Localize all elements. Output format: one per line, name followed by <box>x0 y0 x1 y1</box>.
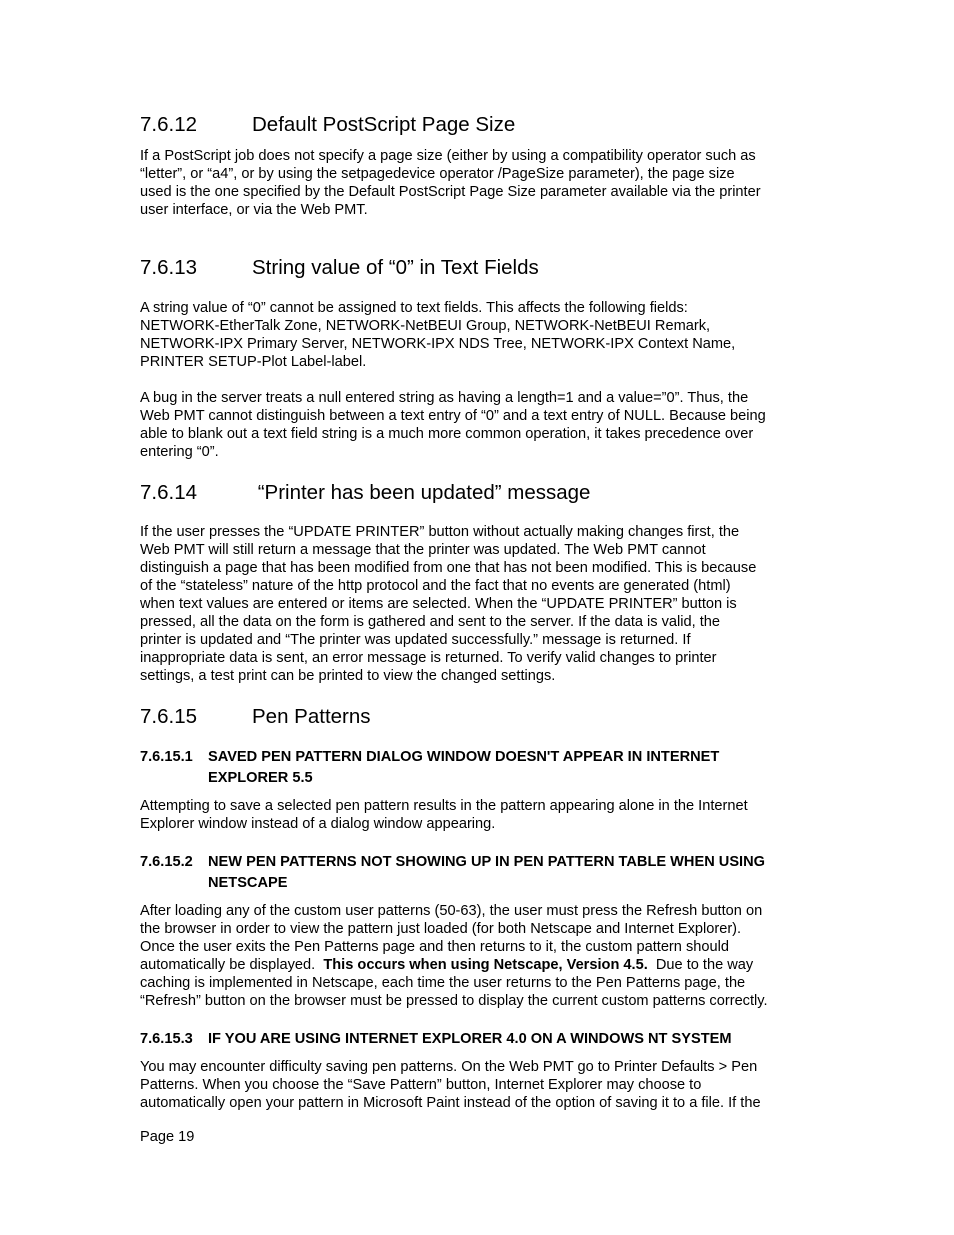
heading-number: 7.6.12 <box>140 113 197 136</box>
paragraph-default-page-size <box>140 147 820 219</box>
subheading-title: NEW PEN PATTERNS NOT SHOWING UP IN PEN PATTERN TABLE WHEN USING <box>208 854 766 870</box>
text-line: caching is implemented in Netscape, each time the user returns to the Pen Patterns page, the <box>140 975 746 991</box>
subheading-7-6-15-1 <box>140 747 830 789</box>
text-line: inappropriate data is sent, an error message is returned. To verify valid changes to printer <box>140 650 717 666</box>
text-line: “Refresh” button on the browser must be pressed to display the current custom patterns correctly. <box>140 993 768 1009</box>
page-number: Page 19 <box>140 1129 195 1145</box>
text-line: the browser in order to view the pattern just loaded (for both Netscape and Internet Explorer). <box>140 921 742 937</box>
subheading-number: 7.6.15.1 <box>140 749 193 765</box>
text-line: You may encounter difficulty saving pen patterns. On the Web PMT go to Printer Defaults > Pen <box>140 1059 758 1075</box>
text-line: Once the user exits the Pen Patterns page and then returns to it, the custom pattern should <box>140 939 729 955</box>
heading-7-6-14 <box>140 481 590 505</box>
text-line: PRINTER SETUP-Plot Label-label. <box>140 354 367 370</box>
text-run: Due to the way <box>647 957 754 973</box>
subheading-7-6-15-3 <box>140 1029 830 1050</box>
text-line: Patterns. When you choose the “Save Pattern” button, Internet Explorer may choose to <box>140 1077 702 1093</box>
heading-title: Default PostScript Page Size <box>252 113 516 136</box>
subheading-title-continued: NETSCAPE <box>208 875 288 891</box>
heading-7-6-15 <box>140 705 371 729</box>
text-line: After loading any of the custom user patterns (50-63), the user must press the Refresh button on <box>140 903 763 919</box>
text-line: A bug in the server treats a null entered string as having a length=1 and a value=”0”. Thus, the <box>140 390 749 406</box>
text-line: Explorer window instead of a dialog window appearing. <box>140 816 496 832</box>
text-line: settings, a test print can be printed to view the changed settings. <box>140 668 556 684</box>
heading-title: Pen Patterns <box>252 705 371 728</box>
text-line-mixed <box>140 956 820 974</box>
subheading-title-continued: EXPLORER 5.5 <box>208 770 313 786</box>
text-line: A string value of “0” cannot be assigned to text fields. This affects the following fields: <box>140 300 688 316</box>
text-line: Attempting to save a selected pen pattern results in the pattern appearing alone in the Internet <box>140 798 748 814</box>
text-line: NETWORK-IPX Primary Server, NETWORK-IPX NDS Tree, NETWORK-IPX Context Name, <box>140 336 736 352</box>
subheading-title: IF YOU ARE USING INTERNET EXPLORER 4.0 ON A WINDOWS NT SYSTEM <box>208 1031 732 1047</box>
paragraph-string-zero-fields <box>140 299 820 371</box>
text-run: automatically be displayed. <box>140 957 324 973</box>
heading-title: String value of “0” in Text Fields <box>252 256 539 279</box>
text-line: NETWORK-EtherTalk Zone, NETWORK-NetBEUI Group, NETWORK-NetBEUI Remark, <box>140 318 711 334</box>
text-line: Web PMT will still return a message that the printer was updated. The Web PMT cannot <box>140 542 706 558</box>
text-line: If the user presses the “UPDATE PRINTER” button without actually making changes first, the <box>140 524 740 540</box>
heading-7-6-13 <box>140 256 539 280</box>
paragraph-string-zero-bug <box>140 389 820 461</box>
text-line: Web PMT cannot distinguish between a text entry of “0” and a text entry of NULL. Because being <box>140 408 766 424</box>
text-line: automatically open your pattern in Microsoft Paint instead of the option of saving it to a file. If the <box>140 1095 761 1111</box>
heading-number: 7.6.13 <box>140 256 197 279</box>
text-line: of the “stateless” nature of the http protocol and the fact that no events are generated (html) <box>140 578 731 594</box>
text-line: pressed, all the data on the form is gathered and sent to the server. If the data is valid, the <box>140 614 721 630</box>
subheading-title: SAVED PEN PATTERN DIALOG WINDOW DOESN'T APPEAR IN INTERNET <box>208 749 720 765</box>
heading-7-6-12 <box>140 113 515 137</box>
heading-number: 7.6.15 <box>140 705 197 728</box>
text-line: “letter”, or “a4”, or by using the setpagedevice operator /PageSize parameter), the page size <box>140 166 735 182</box>
subheading-7-6-15-2 <box>140 852 830 894</box>
text-line: used is the one specified by the Default PostScript Page Size parameter available via the printer <box>140 184 761 200</box>
text-line: printer is updated and “The printer was updated successfully.” message is returned. If <box>140 632 691 648</box>
text-line: entering “0”. <box>140 444 219 460</box>
subheading-number: 7.6.15.3 <box>140 1031 193 1047</box>
text-line: distinguish a page that has been modified from one that has not been modified. This is because <box>140 560 757 576</box>
paragraph-saved-pen-pattern <box>140 797 820 833</box>
paragraph-new-pen-patterns <box>140 902 820 1010</box>
heading-title: “Printer has been updated” message <box>252 481 591 504</box>
subheading-number: 7.6.15.2 <box>140 854 193 870</box>
text-line: user interface, or via the Web PMT. <box>140 202 368 218</box>
text-line: when text values are entered or items are selected. When the “UPDATE PRINTER” button is <box>140 596 737 612</box>
paragraph-printer-updated <box>140 523 820 685</box>
heading-number: 7.6.14 <box>140 481 197 504</box>
text-line: able to blank out a text field string is a much more common operation, it takes precedence over <box>140 426 754 442</box>
text-line: If a PostScript job does not specify a page size (either by using a compatibility operator such as <box>140 148 756 164</box>
paragraph-ie4-windows-nt <box>140 1058 820 1112</box>
bold-note: This occurs when using Netscape, Version 4.5. <box>323 957 648 973</box>
